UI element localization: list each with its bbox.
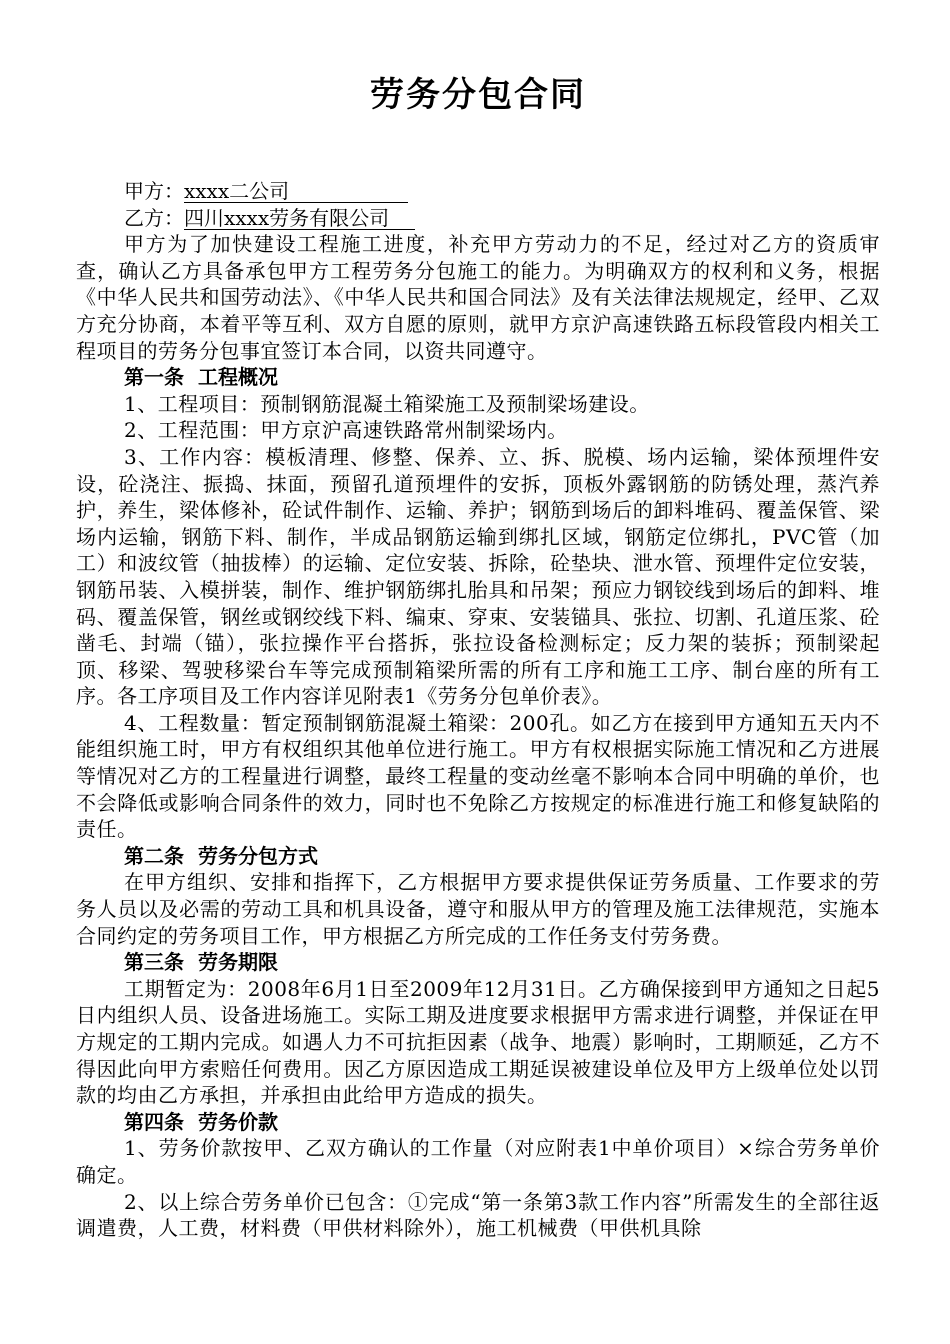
article-4-heading <box>76 1109 880 1136</box>
article-2-number: 第二条 <box>124 843 184 868</box>
article-4-number: 第四条 <box>124 1109 184 1134</box>
party-a-line <box>76 178 880 205</box>
party-b-line <box>76 205 880 232</box>
article-1-heading <box>76 364 880 391</box>
party-a-label: 甲方： <box>124 179 184 203</box>
article-3-heading <box>76 949 880 976</box>
article-3-number: 第三条 <box>124 950 184 975</box>
party-b-name: 四川xxxx劳务有限公司 <box>184 207 415 230</box>
article-4-item-2: 2、以上综合劳务单价已包含：①完成“第一条第3款工作内容”所需发生的全部往返调遣费，人工费，材料费（甲供材料除外），施工机械费（甲供机具除 <box>76 1189 880 1241</box>
article-1-item-2: 2、工程范围：甲方京沪高速铁路常州制梁场内。 <box>124 418 568 443</box>
article-1-number: 第一条 <box>124 365 184 390</box>
article-2-heading <box>76 843 880 870</box>
contract-page <box>76 70 880 1242</box>
party-b-label: 乙方： <box>124 205 184 230</box>
article-1-title: 工程概况 <box>198 365 278 390</box>
party-a-name: xxxx二公司 <box>184 180 408 203</box>
article-4-item-1: 1、劳务价款按甲、乙双方确认的工作量（对应附表1中单价项目）×综合劳务单价确定。 <box>76 1136 880 1187</box>
article-4-title: 劳务价款 <box>198 1109 278 1134</box>
article-2-title: 劳务分包方式 <box>198 843 318 868</box>
document-title: 劳务分包合同 <box>370 75 586 115</box>
article-1-item-3: 3、工作内容：模板清理、修整、保养、立、拆、脱模、场内运输，梁体预埋件安设，砼浇注、振捣、抹面，预留孔道预埋件的安拆，顶板外露钢筋的防锈处理，蒸汽养护，养生，梁体修补，砼试件制作、运输、养护；钢筋到场后的卸料堆码、覆盖保管、梁场内运输，钢筋下料、制作，半成品钢筋运输到绑扎区域，钢筋定位绑扎，PVC管（加工）和波纹管（抽拔棒）的运输、定位安装、拆除，砼垫块、泄水管、预埋件定位安装，钢筋吊装、入模拼装，制作、维护钢筋绑扎胎具和吊架；预应力钢铰线到场后的卸料、堆码、覆盖保管，钢丝或钢绞线下料、编束、穿束、安装锚具、张拉、切割、孔道压浆、砼凿毛、封端（锚），张拉操作平台搭拆，张拉设备检测标定；反力架的装拆；预制梁起顶、移梁、驾驶移梁台车等完成预制箱梁所需的所有工序和施工工序、制台座的所有工序。各工序项目及工作内容详见附表1《劳务分包单价表》。 <box>76 444 880 709</box>
article-2-paragraph: 在甲方组织、安排和指挥下，乙方根据甲方要求提供保证劳务质量、工作要求的劳务人员以及必需的劳动工具和机具设备，遵守和服从甲方的管理及施工法律规范，实施本合同约定的劳务项目工作，甲方根据乙方所完成的工作任务支付劳务费。 <box>76 870 880 948</box>
article-3-paragraph: 工期暂定为：2008年6月1日至2009年12月31日。乙方确保接到甲方通知之日起5日内组织人员、设备进场施工。实际工期及进度要求根据甲方需求进行调整，并保证在甲方规定的工期内完成。如遇人力不可抗拒因素（战争、地震）影响时，工期顺延，乙方不得因此向甲方索赔任何费用。因乙方原因造成工期延误被建设单位及甲方上级单位处以罚款的均由乙方承担，并承担由此给甲方造成的损失。 <box>76 976 880 1108</box>
article-3-title: 劳务期限 <box>198 950 278 975</box>
article-1-item-4: 4、工程数量：暂定预制钢筋混凝土箱梁：200孔。如乙方在接到甲方通知五天内不能组织施工时，甲方有权组织其他单位进行施工。甲方有权根据实际施工情况和乙方进展等情况对乙方的工程量进行调整，最终工程量的变动丝毫不影响本合同中明确的单价，也不会降低或影响合同条件的效力，同时也不免除乙方按规定的标准进行施工和修复缺陷的责任。 <box>76 710 880 842</box>
article-1-item-1: 1、工程项目：预制钢筋混凝土箱梁施工及预制梁场建设。 <box>124 391 650 416</box>
preamble-paragraph: 甲方为了加快建设工程施工进度，补充甲方劳动力的不足，经过对乙方的资质审查，确认乙方具备承包甲方工程劳务分包施工的能力。为明确双方的权利和义务，根据《中华人民共和国劳动法》、《中华人民共和国合同法》及有关法律法规规定，经甲、乙双方充分协商，本着平等互利、双方自愿的原则，就甲方京沪高速铁路五标段管段内相关工程项目的劳务分包事宜签订本合同，以资共同遵守。 <box>76 232 880 363</box>
